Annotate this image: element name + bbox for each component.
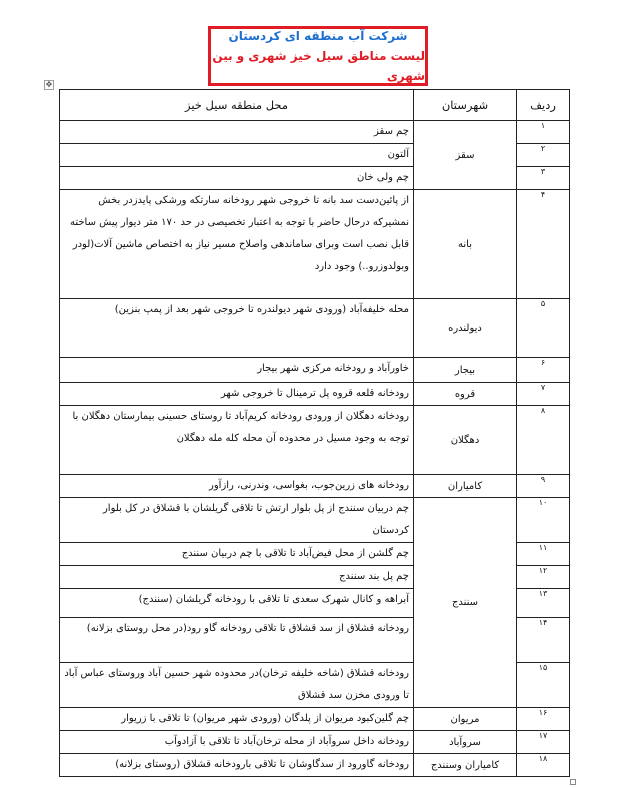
row-number: ۴ bbox=[517, 190, 570, 299]
row-number: ۲ bbox=[517, 144, 570, 167]
location-cell: چم پل بند سنندج bbox=[60, 566, 414, 589]
header-location: محل منطقه سیل خیز bbox=[60, 90, 414, 121]
city-cell: قروه bbox=[414, 383, 517, 406]
row-number: ۷ bbox=[517, 383, 570, 406]
location-cell: رودخانه گاورود از سدگاوشان تا تلاقی بارودخانه قشلاق (روستای بزلانه) bbox=[60, 754, 414, 777]
document-title-box bbox=[208, 26, 428, 86]
row-number: ۱۶ bbox=[517, 708, 570, 731]
table-header-row bbox=[60, 90, 570, 121]
location-cell: چم دربیان سنندج از پل بلوار ارتش تا تلاقی گریلشان با قشلاق در کل بلوار کردستان bbox=[60, 498, 414, 543]
row-number: ۸ bbox=[517, 406, 570, 475]
city-cell: سروآباد bbox=[414, 731, 517, 754]
city-cell: سنندج bbox=[414, 498, 517, 708]
location-cell: خاورآباد و رودخانه مرکزی شهر بیجار bbox=[60, 358, 414, 383]
location-cell: از پائین‌دست سد بانه تا خروجی شهر رودخانه سارتکه ورشکی پایدزدر بخش نمشیرکه درحال حاضر با توجه به اعتبار تخصیصی در حد ۱۷۰ متر دیوار پیش ساخته قابل نصب است وبرای ساماندهی واصلاح مسیر نیاز به اختصاص ماشین آلات(لودر وبولدوزرو..) وجود دارد bbox=[60, 190, 414, 299]
row-number: ۱۸ bbox=[517, 754, 570, 777]
location-cell: چم گلشن از محل فیض‌آباد تا تلاقی با چم دربیان سنندج bbox=[60, 543, 414, 566]
row-number: ۱۳ bbox=[517, 589, 570, 618]
header-row-number: ردیف bbox=[517, 90, 570, 121]
row-number: ۳ bbox=[517, 167, 570, 190]
row-number: ۵ bbox=[517, 299, 570, 358]
location-cell: رودخانه قلعه قروه پل ترمینال تا خروجی شهر bbox=[60, 383, 414, 406]
flood-areas-table bbox=[59, 89, 570, 777]
table-row bbox=[60, 358, 570, 383]
location-cell: رودخانه قشلاق از سد قشلاق تا تلاقی رودخانه گاو رود(در محل روستای بزلانه) bbox=[60, 618, 414, 663]
header-city: شهرستان bbox=[414, 90, 517, 121]
row-number: ۱۰ bbox=[517, 498, 570, 543]
row-number: ۱۷ bbox=[517, 731, 570, 754]
city-cell: کامیاران وسنندج bbox=[414, 754, 517, 777]
title-company: شرکت آب منطقه ای کردستان bbox=[228, 29, 408, 43]
table-row bbox=[60, 299, 570, 358]
location-cell: چم گلین‌کبود مریوان از پلدگان (ورودی شهر مریوان) تا تلاقی با زریوار bbox=[60, 708, 414, 731]
title-list: لیست مناطق سیل خیز شهری و بین شهری bbox=[212, 49, 425, 83]
city-cell: کامیاران bbox=[414, 475, 517, 498]
row-number: ۱۴ bbox=[517, 618, 570, 663]
table-row bbox=[60, 383, 570, 406]
location-cell: آبراهه و کانال شهرک سعدی تا تلاقی با رودخانه گریلشان (سنندج) bbox=[60, 589, 414, 618]
location-cell: رودخانه دهگلان از ورودی رودخانه کریم‌آباد تا روستای حسینی بیمارستان دهگلان با توجه به وجود مسیل در محدوده آن محله کله مله دهگلان bbox=[60, 406, 414, 475]
table-row bbox=[60, 406, 570, 475]
table-row bbox=[60, 731, 570, 754]
city-cell: دهگلان bbox=[414, 406, 517, 475]
city-cell: دیولندره bbox=[414, 299, 517, 358]
location-cell: رودخانه داخل سروآباد از محله ترخان‌آباد تا تلاقی با آزادوآب bbox=[60, 731, 414, 754]
location-cell: رودخانه قشلاق (شاخه خلیفه ترخان)در محدوده شهر حسین آباد وروستای عباس آباد تا ورودی مخزن سد قشلاق bbox=[60, 663, 414, 708]
location-cell: چم سقز bbox=[60, 121, 414, 144]
row-number: ۱۵ bbox=[517, 663, 570, 708]
table-row bbox=[60, 754, 570, 777]
location-cell: چم ولی خان bbox=[60, 167, 414, 190]
row-number: ۶ bbox=[517, 358, 570, 383]
city-cell: بانه bbox=[414, 190, 517, 299]
table-resize-handle[interactable] bbox=[570, 779, 576, 785]
row-number: ۱۲ bbox=[517, 566, 570, 589]
city-cell: بیجار bbox=[414, 358, 517, 383]
row-number: ۱ bbox=[517, 121, 570, 144]
table-row bbox=[60, 190, 570, 299]
location-cell: محله خلیفه‌آباد (ورودی شهر دیولندره تا خروجی شهر بعد از پمپ بنزین) bbox=[60, 299, 414, 358]
table-row bbox=[60, 121, 570, 144]
move-icon[interactable]: ✥ bbox=[45, 80, 53, 89]
city-cell: سقز bbox=[414, 121, 517, 190]
table-row bbox=[60, 498, 570, 543]
row-number: ۱۱ bbox=[517, 543, 570, 566]
table-row bbox=[60, 708, 570, 731]
city-cell: مریوان bbox=[414, 708, 517, 731]
location-cell: آلتون bbox=[60, 144, 414, 167]
location-cell: رودخانه های زرین‌جوب، بغواسی، وندرنی، رازآور bbox=[60, 475, 414, 498]
row-number: ۹ bbox=[517, 475, 570, 498]
table-row bbox=[60, 475, 570, 498]
